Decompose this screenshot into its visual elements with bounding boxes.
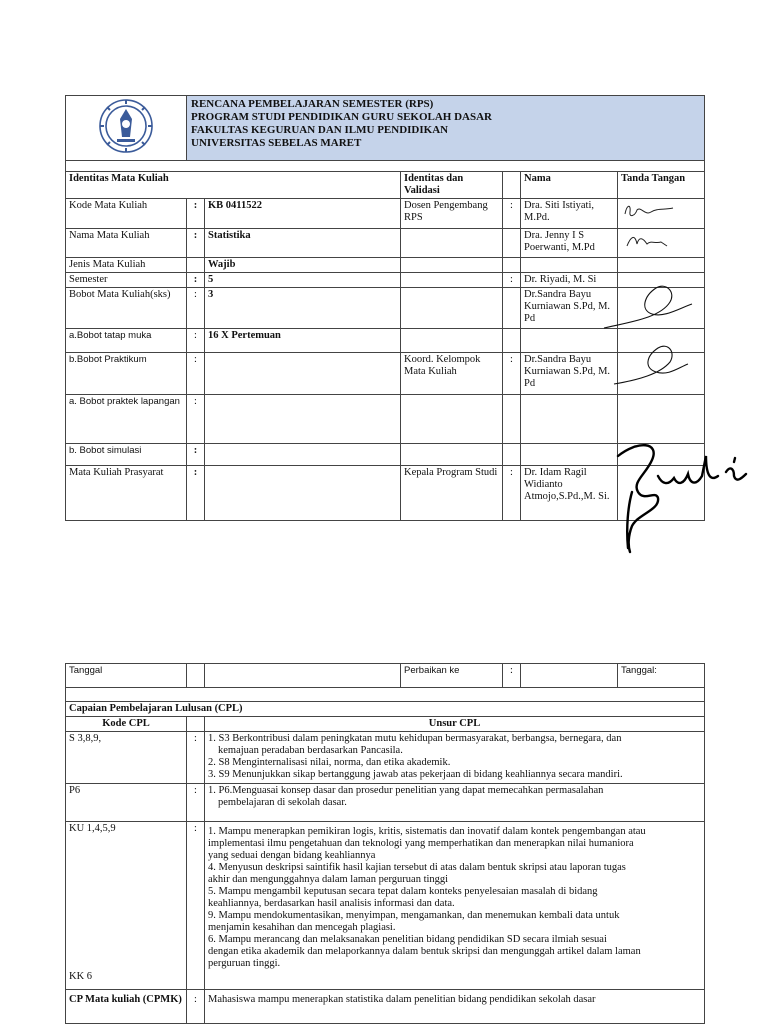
dosen-1: Dra. Siti Istiyati, M.Pd. (521, 199, 618, 229)
tatap-label: a.Bobot tatap muka (66, 329, 187, 353)
signature-icon (621, 230, 681, 252)
cpmk-text: Mahasiswa mampu menerapkan statistika dalam penelitian bidang pendidikan sekolah dasar (205, 990, 705, 1024)
signature-1 (618, 199, 705, 229)
logo-cell (66, 96, 187, 161)
s-items: 1. S3 Berkontribusi dalam peningkatan mutu kehidupan bermasyarakat, berbangsa, bernegara, dan kemajuan peradaban berdasarkan Pancasila. 2. S8 Menginternalisasi nilai, norma, dan etika akademik. 3. S9 Menunjukkan sikap bertanggung jawab atas pekerjaan di bidang keahliannya secara mandiri. (205, 732, 705, 784)
kaprodi-name: Dr. Idam Ragil Widianto Atmojo,S.Pd.,M. Si. (521, 466, 618, 521)
semester-value: 5 (205, 273, 401, 288)
tatap-value: 16 X Pertemuan (205, 329, 401, 353)
header-line-2: PROGRAM STUDI PENDIDIKAN GURU SEKOLAH DASAR (191, 111, 492, 123)
semester-label: Semester (66, 273, 187, 288)
dosen-4: Dr.Sandra Bayu Kurniawan S.Pd, M. Pd (521, 288, 618, 329)
ku-code: KU 1,4,5,9 KK 6 (66, 822, 187, 990)
uns-logo-icon (97, 97, 155, 155)
signature-kaprodi-icon (598, 436, 758, 554)
cpmk-label: CP Mata kuliah (CPMK) (66, 990, 187, 1024)
unsur-cpl-header: Unsur CPL (205, 717, 705, 732)
rps-identity-table: RENCANA PEMBELAJARAN SEMESTER (RPS) PROGRAM STUDI PENDIDIKAN GURU SEKOLAH DASAR FAKULTAS KEGURUAN DAN ILMU PENDIDIKAN UNIVERSITAS SEBELAS MARET Identitas Mata Kuliah Identitas dan Validasi Nama Tanda Tangan Kode Mata Kuliah : KB 0411522 Dosen Pengembang RPS : Dra. Siti Istiyati, M.Pd. Nama Mata Kuliah : Statistika Dra. Jenny I S Poerwanti, M.Pd Jenis Mata Kuliah Wajib Semester : 5 : Dr. Riyadi, M. Si Bobot Mata Kuliah(sks) : 3 Dr.Sandra Bayu Kurniawan S.Pd, M. Pd a.Bobot tatap muka : 16 X Pertemuan b.Bobot Praktikum : Koord. Kelompok Mata Kuliah : Dr.Sandra Bayu Kurniawan S.Pd, M. Pd a. Bobot praktek lapangan : b. Bobot simulasi : Mata Kuliah Prasyarat : Kepala Program Studi : Dr. Idam Ragil Widianto Atmojo,S.Pd.,M. Si. (65, 95, 705, 521)
nama-mk-label: Nama Mata Kuliah (66, 229, 187, 258)
perbaikan-label: Perbaikan ke (401, 664, 503, 688)
ku-items: 1. Mampu menerapkan pemikiran logis, kritis, sistematis dan inovatif dalam kontek pengembangan atau implementasi ilmu pengetahuan dan teknologi yang memperhatikan dan menerapkan nilai humaniora yang seduai dengan bidang keahliannya 4. Menyusun deskripsi saintifik hasil kajian tersebut di atas dalam bentuk skripsi atau laporan tugas akhir dan mengunggahnya dalam laman perguruan tinggi 5. Mampu mengambil keputusan secara tepat dalam konteks penyelesaian masalah di bidang keahliannya, berdasarkan hasil analisis informasi dan data. 9. Mampu mendokumentasikan, menyimpan, mengamankan, dan menemukan kembali data untuk menjamin kesahihan dan mencegah plagiasi. 6. Mampu merancang dan melaksanakan penelitian bidang pendidikan SD secara ilmiah sesuai dengan etika akademik dan melaporkannya dalam bentuk skripsi dan mengunggah artikel dalam laman perguruan tinggi. (205, 822, 705, 990)
col-ttd: Tanda Tangan (618, 172, 705, 199)
prasyarat-label: Mata Kuliah Prasyarat (66, 466, 187, 521)
col-identitas-mk: Identitas Mata Kuliah (66, 172, 401, 199)
kode-value: KB 0411522 (205, 199, 401, 229)
header-line-4: UNIVERSITAS SEBELAS MARET (191, 137, 362, 149)
jenis-value: Wajib (205, 258, 401, 273)
tanggal2-label: Tanggal: (618, 664, 705, 688)
simulasi-label: b. Bobot simulasi (66, 444, 187, 466)
praktek-label: a. Bobot praktek lapangan (66, 395, 187, 444)
rps-header (187, 96, 705, 161)
p-code: P6 (66, 784, 187, 822)
p-items: 1. P6.Menguasai konsep dasar dan prosedur penelitian yang dapat memecahkan permasalahan pembelajaran di sekolah dasar. (205, 784, 705, 822)
tanggal-label: Tanggal (66, 664, 187, 688)
dosen-label: Dosen Pengembang RPS (401, 199, 503, 229)
kode-cpl-header: Kode CPL (66, 717, 187, 732)
signature-large-1-icon (600, 278, 700, 336)
col-identitas-validasi: Identitas dan Validasi (401, 172, 503, 199)
dosen-3: Dr. Riyadi, M. Si (521, 273, 618, 288)
signature-large-2-icon (608, 340, 698, 390)
header-line-1: RENCANA PEMBELAJARAN SEMESTER (RPS) (191, 98, 434, 110)
kaprodi-label: Kepala Program Studi (401, 466, 503, 521)
praktikum-label: b.Bobot Praktikum (66, 353, 187, 395)
koord-label: Koord. Kelompok Mata Kuliah (401, 353, 503, 395)
cpl-title: Capaian Pembelajaran Lulusan (CPL) (66, 702, 705, 717)
jenis-label: Jenis Mata Kuliah (66, 258, 187, 273)
col-nama: Nama (521, 172, 618, 199)
signature-icon (621, 200, 681, 222)
cpl-table: Tanggal Perbaikan ke : Tanggal: Capaian Pembelajaran Lulusan (CPL) Kode CPL Unsur CPL S 3,8,9, : 1. S3 Berkontribusi dalam peningkatan mutu kehidupan bermasyarakat, berbangsa, bernegara, dan kemajuan peradaban berdasarkan Pancasila. 2. S8 Menginternalisasi nilai, norma, dan etika akademik. 3. S9 Menunjukkan sikap bertanggung jawab atas pekerjaan di bidang keahliannya secara mandiri. P6 : 1. P6.Menguasai konsep dasar dan prosedur penelitian yang dapat memecahkan permasalahan pembelajaran di sekolah dasar. KU 1,4,5,9 KK 6 : 1. Mampu menerapkan pemikiran logis, kritis, sistematis dan inovatif dalam kontek pengembangan atau implementasi ilmu pengetahuan dan teknologi yang memperhatikan dan menerapkan nilai humaniora yang seduai dengan bidang keahliannya 4. Menyusun deskripsi saintifik hasil kajian tersebut di atas dalam bentuk skripsi atau laporan tugas akhir dan mengunggahnya dalam laman perguruan tinggi 5. Mampu mengambil keputusan secara tepat dalam konteks penyelesaian masalah di bidang keahliannya, berdasarkan hasil analisis informasi dan data. 9. Mampu mendokumentasikan, menyimpan, mengamankan, dan menemukan kembali data untuk menjamin kesahihan dan mencegah plagiasi. 6. Mampu merancang dan melaksanakan penelitian bidang pendidikan SD secara ilmiah sesuai dengan etika akademik dan melaporkannya dalam bentuk skripsi dan mengunggah artikel dalam laman perguruan tinggi. CP Mata kuliah (CPMK) : Mahasiswa mampu menerapkan statistika dalam penelitian bidang pendidikan sekolah dasar (65, 663, 705, 1024)
kk-code: KK 6 (69, 971, 93, 982)
dosen-2: Dra. Jenny I S Poerwanti, M.Pd (521, 229, 618, 258)
nama-mk-value: Statistika (205, 229, 401, 258)
kode-label: Kode Mata Kuliah (66, 199, 187, 229)
header-line-3: FAKULTAS KEGURUAN DAN ILMU PENDIDIKAN (191, 124, 449, 136)
bobot-value: 3 (205, 288, 401, 329)
spacer-row (66, 161, 705, 172)
bobot-label: Bobot Mata Kuliah(sks) (66, 288, 187, 329)
signature-2 (618, 229, 705, 258)
s-code: S 3,8,9, (66, 732, 187, 784)
koord-name: Dr.Sandra Bayu Kurniawan S.Pd, M. Pd (521, 353, 618, 395)
